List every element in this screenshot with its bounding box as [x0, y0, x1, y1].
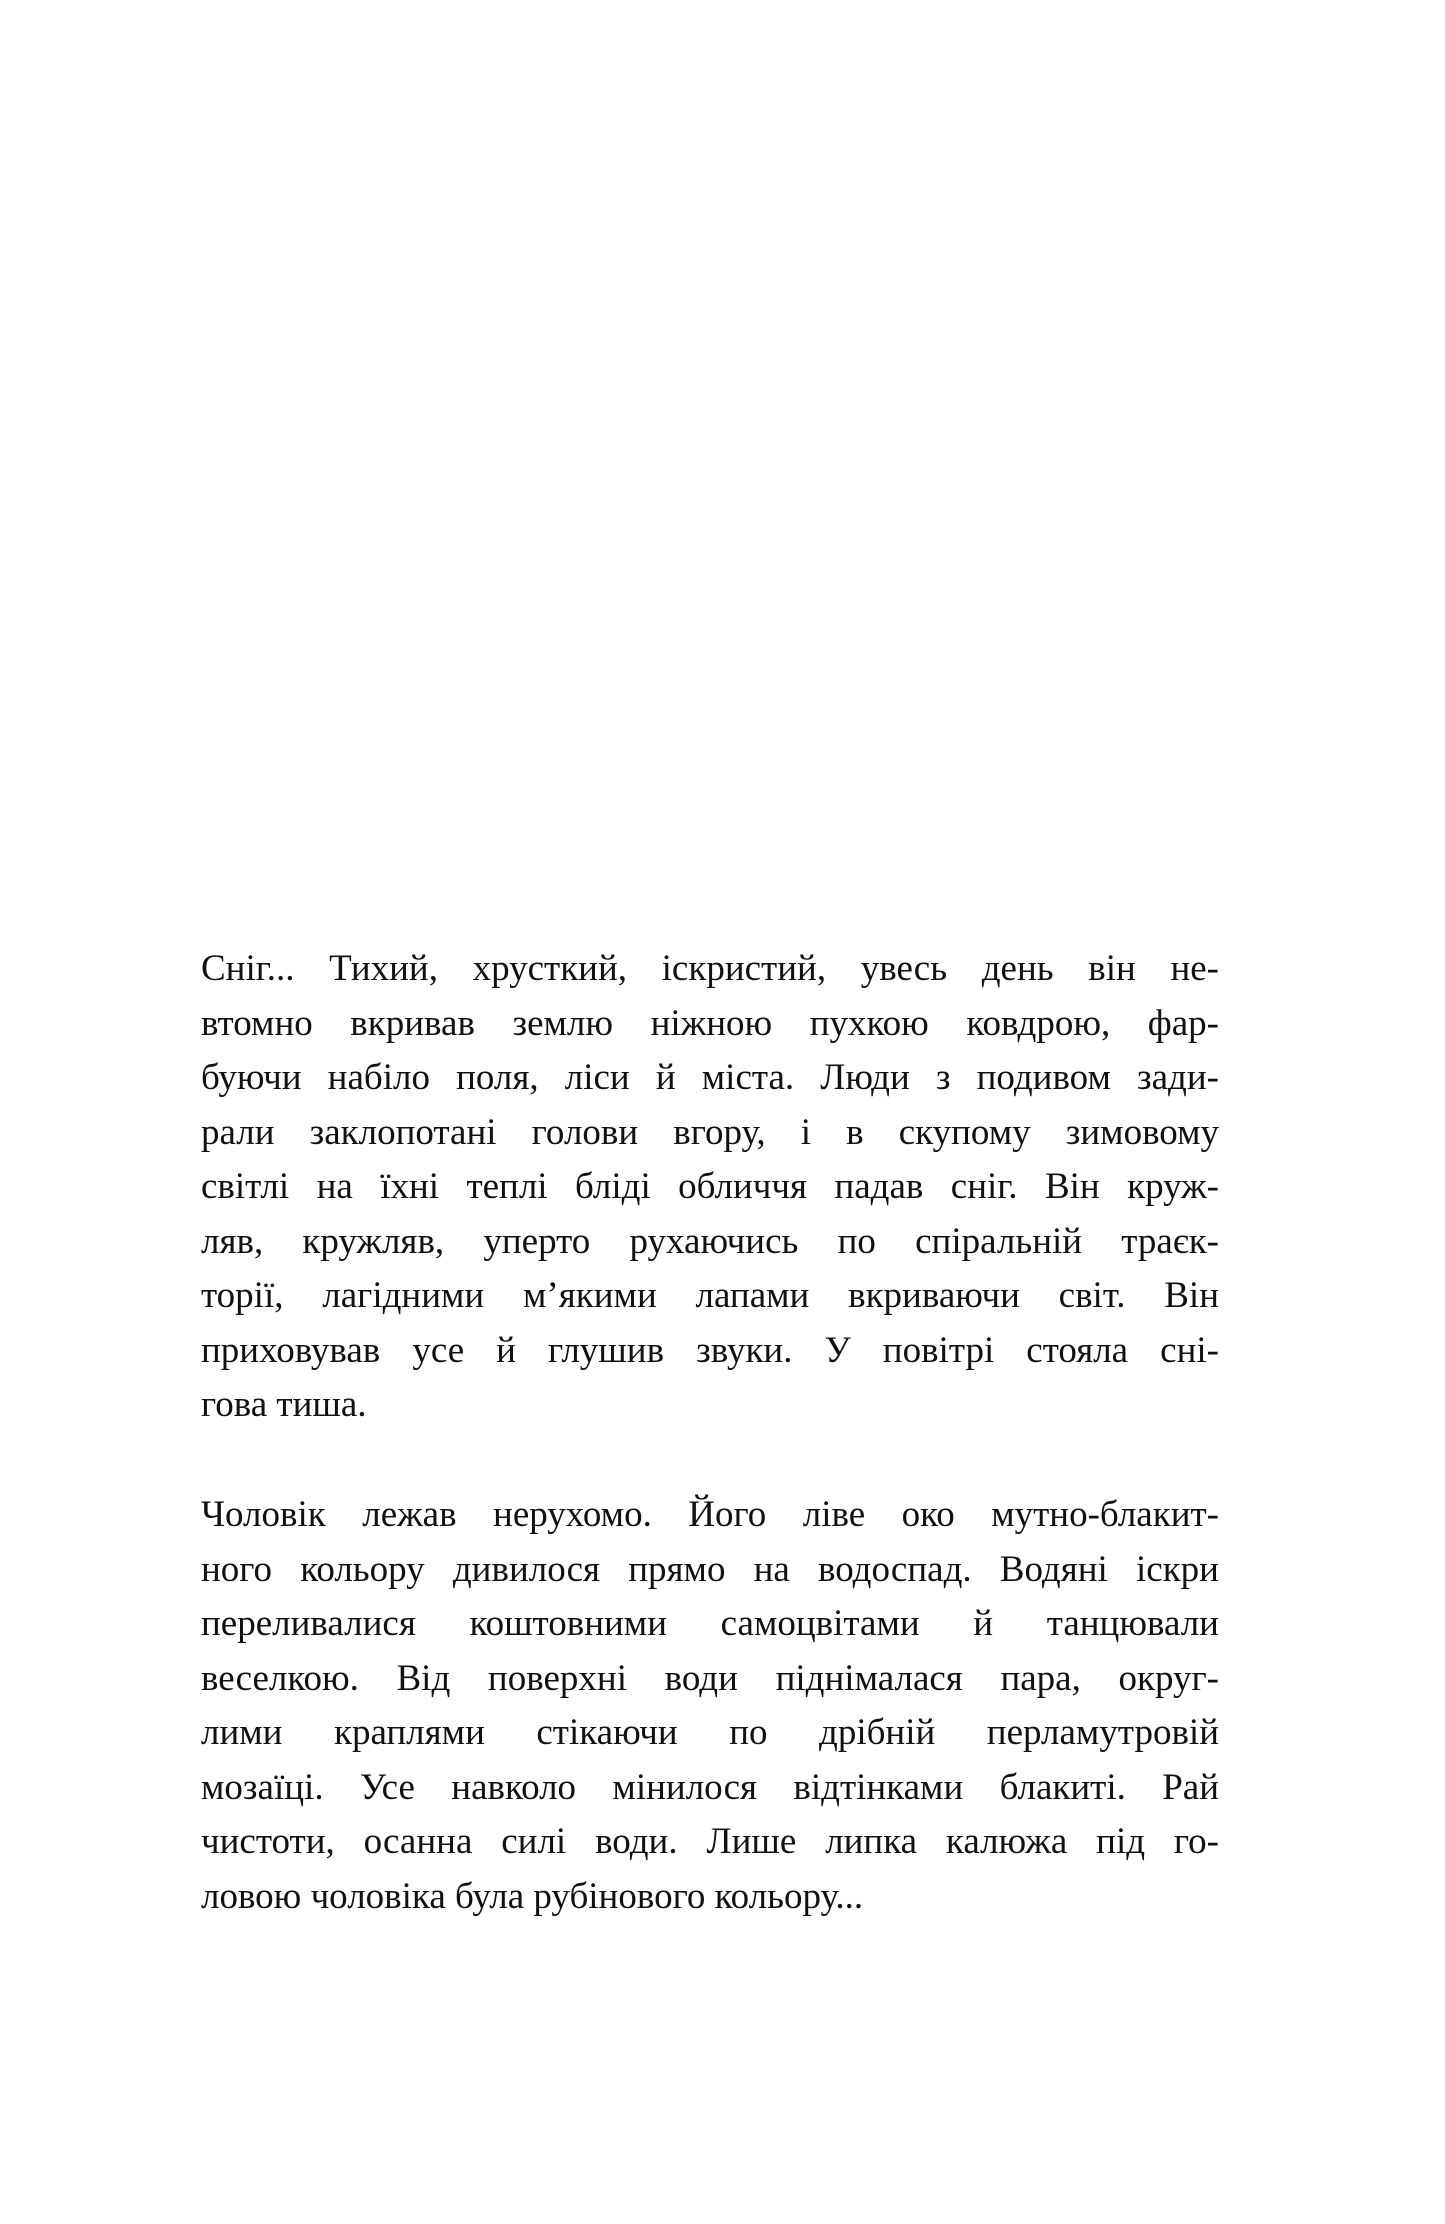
paragraph-1: [201, 942, 1219, 1433]
text-line: лими краплями стікаючи по дрібній перламутровій: [201, 1712, 1219, 1753]
text-line: втомно вкривав землю ніжною пухкою ковдрою, фар-: [201, 1002, 1219, 1044]
paragraph-2: [201, 1488, 1219, 1924]
text-line: ного кольору дивилося прямо на водоспад. Водяні іскри: [201, 1548, 1219, 1590]
text-line: Сніг... Тихий, хрусткий, іскристий, увесь день він не-: [201, 948, 1219, 989]
text-line: ловою чоловіка була рубінового кольору...: [201, 1875, 864, 1917]
text-line: чистоти, осанна силі води. Лише липка калюжа під го-: [201, 1821, 1219, 1862]
text-line: буючи набіло поля, ліси й міста. Люди з подивом зади-: [201, 1057, 1219, 1098]
text-line: гова тиша.: [201, 1384, 367, 1425]
text-line: приховував усе й глушив звуки. У повітрі стояла сні-: [201, 1329, 1219, 1371]
text-line: торії, лагідними м’якими лапами вкриваючи світ. Він: [201, 1275, 1219, 1316]
text-line: рали заклопотані голови вгору, і в скупому зимовому: [201, 1111, 1219, 1153]
text-line: ляв, кружляв, уперто рухаючись по спіральній траєк-: [201, 1220, 1219, 1262]
text-line: веселкою. Від поверхні води піднімалася пара, округ-: [201, 1657, 1219, 1699]
text-line: переливалися коштовними самоцвітами й танцювали: [201, 1603, 1219, 1644]
text-line: мозаїці. Усе навколо мінилося відтінками блакиті. Рай: [201, 1766, 1219, 1808]
text-line: світлі на їхні теплі бліді обличчя падав сніг. Він круж-: [201, 1166, 1219, 1207]
text-line: Чоловік лежав нерухомо. Його ліве око мутно-блакит-: [201, 1494, 1219, 1535]
